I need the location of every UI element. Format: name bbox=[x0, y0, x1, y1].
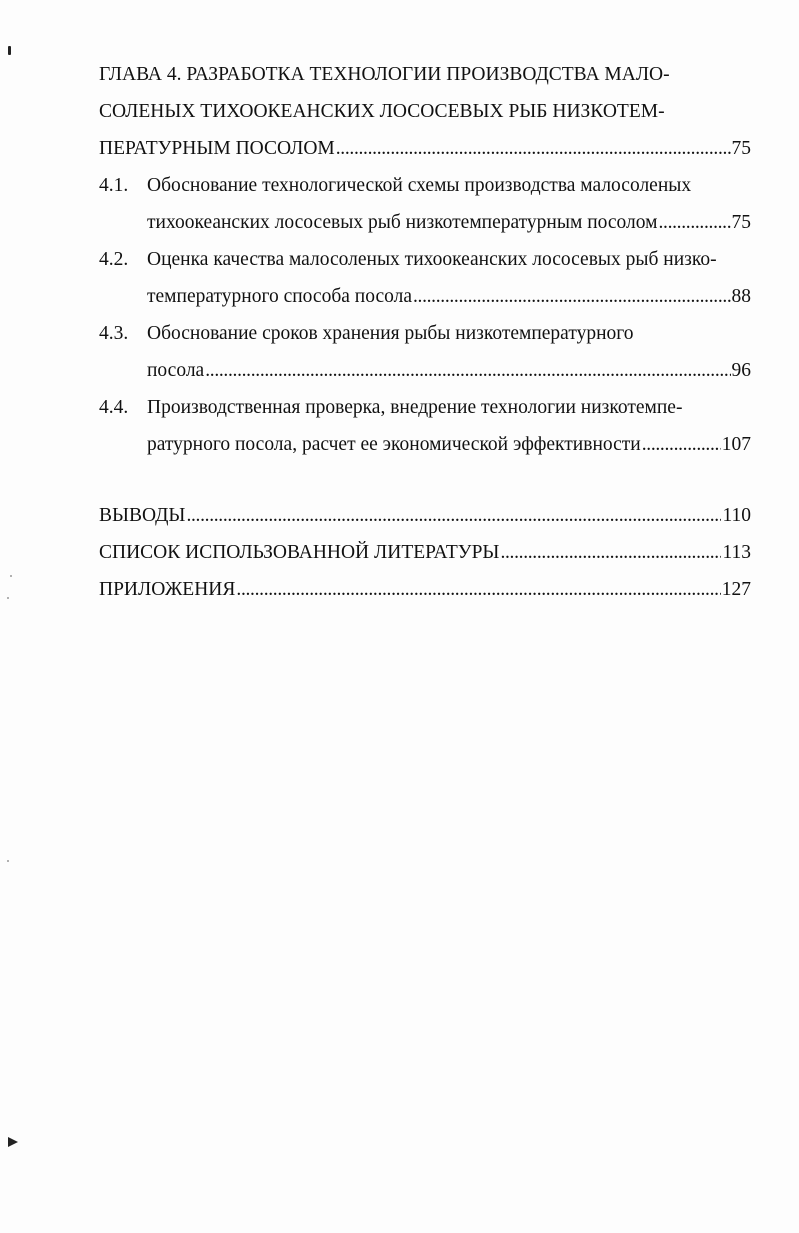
toc-section-4-2 bbox=[99, 241, 751, 315]
chapter-title-last-line bbox=[99, 130, 751, 167]
section-title-last-line bbox=[147, 352, 751, 389]
scan-speck bbox=[7, 860, 9, 862]
dot-leader bbox=[413, 278, 731, 315]
page-number: 75 bbox=[731, 212, 751, 233]
section-number: 4.4. bbox=[99, 397, 129, 418]
toc-section-4-3 bbox=[99, 315, 751, 389]
dot-leader bbox=[205, 352, 730, 389]
page-number: 75 bbox=[731, 138, 751, 159]
page-number: 96 bbox=[731, 360, 751, 381]
toc-chapter-4 bbox=[99, 56, 751, 167]
section-title-line: Обоснование технологической схемы производства малосоленых bbox=[147, 175, 692, 196]
entry-title: ВЫВОДЫ bbox=[99, 505, 186, 526]
toc-entry-references bbox=[99, 534, 751, 571]
section-title-text: посола bbox=[147, 360, 205, 381]
section-title-last-line bbox=[147, 204, 751, 241]
toc-section-4-4 bbox=[99, 389, 751, 463]
section-title-text: ратурного посола, расчет ее экономической эффективности bbox=[147, 434, 641, 455]
section-title-last-line bbox=[147, 278, 751, 315]
section-title-last-line bbox=[147, 426, 751, 463]
entry-title: ПРИЛОЖЕНИЯ bbox=[99, 579, 236, 600]
chapter-title-text: ПЕРАТУРНЫМ ПОСОЛОМ bbox=[99, 138, 335, 159]
scan-speck bbox=[7, 597, 9, 599]
chapter-title-line: СОЛЕНЫХ ТИХООКЕАНСКИХ ЛОСОСЕВЫХ РЫБ НИЗКОТЕМ- bbox=[99, 101, 665, 122]
section-title-text: температурного способа посола bbox=[147, 286, 412, 307]
page-number: 107 bbox=[721, 434, 751, 455]
section-title-line: Производственная проверка, внедрение технологии низкотемпе- bbox=[147, 397, 683, 418]
section-number: 4.3. bbox=[99, 323, 129, 344]
toc-entry-conclusions bbox=[99, 497, 751, 534]
toc-section-4-1 bbox=[99, 167, 751, 241]
entry-title: СПИСОК ИСПОЛЬЗОВАННОЙ ЛИТЕРАТУРЫ bbox=[99, 542, 500, 563]
page-number: 88 bbox=[731, 286, 751, 307]
section-title-text: тихоокеанских лососевых рыб низкотемпературным посолом bbox=[147, 212, 658, 233]
dot-leader bbox=[236, 571, 720, 608]
section-number: 4.2. bbox=[99, 249, 129, 270]
table-of-contents bbox=[99, 56, 751, 608]
toc-final-entries bbox=[99, 497, 751, 608]
scan-mark-bottom bbox=[8, 1137, 18, 1147]
page-number: 110 bbox=[722, 505, 751, 526]
dot-leader bbox=[186, 497, 721, 534]
dot-leader bbox=[500, 534, 721, 571]
dot-leader bbox=[336, 130, 731, 167]
toc-entry-appendices bbox=[99, 571, 751, 608]
dot-leader bbox=[658, 204, 730, 241]
section-title-line: Оценка качества малосоленых тихоокеанских лососевых рыб низко- bbox=[147, 249, 717, 270]
page-number: 127 bbox=[721, 579, 751, 600]
scan-speck bbox=[10, 575, 12, 577]
spacer bbox=[99, 463, 751, 497]
chapter-title-line: ГЛАВА 4. РАЗРАБОТКА ТЕХНОЛОГИИ ПРОИЗВОДСТВА МАЛО- bbox=[99, 64, 670, 85]
section-number: 4.1. bbox=[99, 175, 129, 196]
dot-leader bbox=[642, 426, 721, 463]
section-title-line: Обоснование сроков хранения рыбы низкотемпературного bbox=[147, 323, 634, 344]
page-number: 113 bbox=[722, 542, 751, 563]
scan-mark-top bbox=[8, 46, 11, 55]
